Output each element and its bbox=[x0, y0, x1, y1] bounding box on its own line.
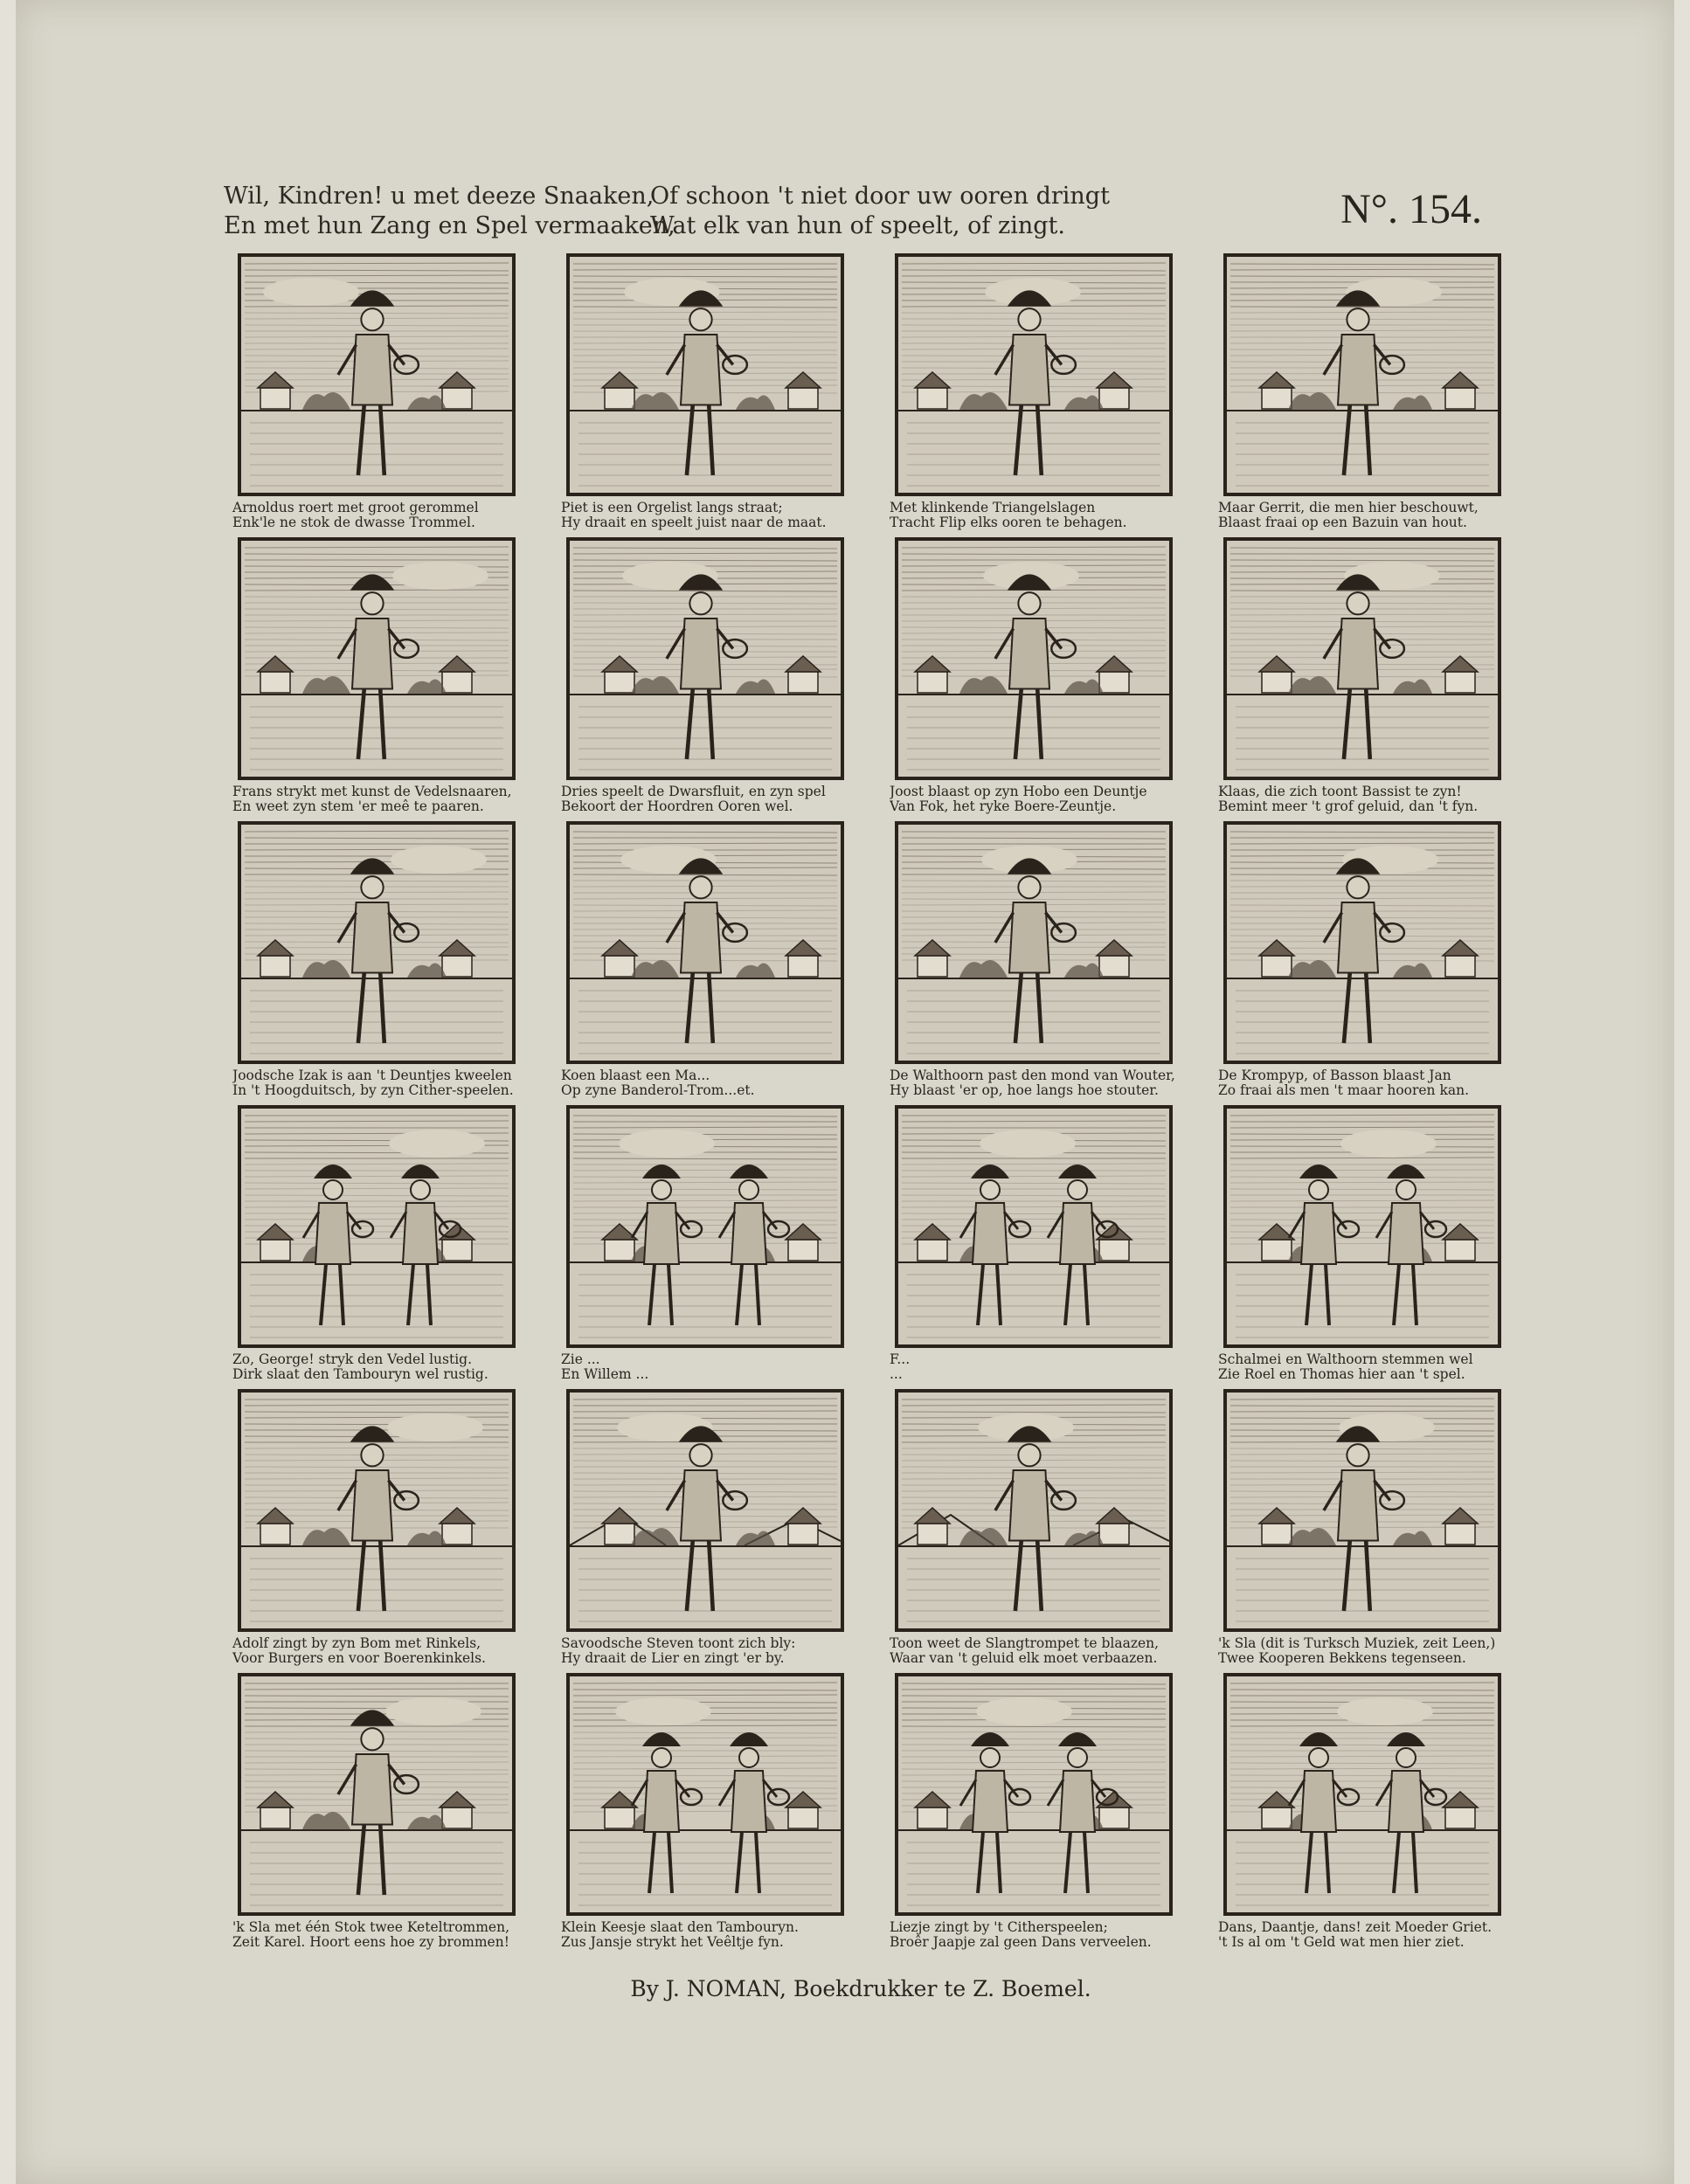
caption-line: Blaast fraai op een Bazuin van hout. bbox=[1218, 515, 1467, 530]
house bbox=[915, 372, 950, 409]
ground bbox=[898, 1262, 1169, 1337]
caption-line: Joodsche Izak is aan 't Deuntjes kweelen bbox=[232, 1068, 512, 1083]
woodcut-scene bbox=[241, 825, 512, 1061]
woodcut-illustration bbox=[238, 821, 516, 1064]
woodcut-illustration bbox=[238, 1673, 516, 1916]
ground bbox=[241, 695, 512, 770]
panel-caption bbox=[1218, 1920, 1524, 1950]
woodcut-scene bbox=[898, 1109, 1169, 1344]
caption-line: Klein Keesje slaat den Tambouryn. bbox=[561, 1920, 799, 1935]
woodcut-panel bbox=[232, 821, 538, 1098]
house bbox=[258, 372, 293, 409]
ground bbox=[570, 1830, 841, 1905]
caption-line: Zo, George! stryk den Vedel lustig. bbox=[232, 1352, 473, 1367]
woodcut-illustration bbox=[1223, 1673, 1501, 1916]
woodcut-scene bbox=[241, 1109, 512, 1344]
house bbox=[440, 940, 474, 977]
woodcut-panel bbox=[232, 253, 538, 530]
woodcut-illustration bbox=[566, 253, 844, 496]
woodcut-scene bbox=[570, 257, 841, 493]
caption-line: In 't Hoogduitsch, by zyn Cither-speelen. bbox=[232, 1083, 514, 1098]
woodcut-scene bbox=[898, 257, 1169, 493]
woodcut-illustration bbox=[238, 253, 516, 496]
ground bbox=[241, 411, 512, 486]
musician-figure bbox=[338, 1710, 419, 1895]
caption-line: Dans, Daantje, dans! zeit Moeder Griet. bbox=[1218, 1920, 1493, 1935]
musician-figure bbox=[1324, 290, 1404, 475]
panel-caption bbox=[561, 1068, 867, 1098]
house bbox=[602, 1508, 637, 1545]
house bbox=[440, 1508, 474, 1545]
woodcut-scene bbox=[1227, 1393, 1498, 1628]
house bbox=[440, 1224, 474, 1261]
panel-caption bbox=[890, 1352, 1195, 1382]
house bbox=[602, 1792, 637, 1828]
house bbox=[602, 1224, 637, 1261]
panel-caption bbox=[890, 1068, 1195, 1098]
panel-caption bbox=[890, 1920, 1195, 1950]
woodcut-illustration bbox=[1223, 1389, 1501, 1632]
house bbox=[440, 1792, 474, 1828]
panel-caption bbox=[890, 784, 1195, 814]
caption-line: ... bbox=[890, 1367, 903, 1382]
ground bbox=[1227, 1830, 1498, 1905]
sky-hatching bbox=[573, 1116, 837, 1244]
caption-line: Hy draait de Lier en zingt 'er by. bbox=[561, 1651, 785, 1666]
ground bbox=[241, 1830, 512, 1905]
woodcut-illustration bbox=[1223, 253, 1501, 496]
caption-line: Joost blaast op zyn Hobo een Deuntje bbox=[890, 784, 1147, 799]
sheet-header bbox=[224, 182, 1482, 243]
caption-line: Piet is een Orgelist langs straat; bbox=[561, 501, 783, 515]
house bbox=[915, 1508, 950, 1545]
house bbox=[1443, 372, 1478, 409]
panel-caption bbox=[561, 1920, 867, 1950]
panel-caption bbox=[232, 1920, 538, 1950]
musician-figure bbox=[667, 290, 747, 475]
house bbox=[258, 940, 293, 977]
woodcut-panel bbox=[561, 821, 867, 1098]
musician-figure bbox=[632, 1165, 702, 1325]
musician-figure bbox=[338, 858, 419, 1043]
caption-line: Toon weet de Slangtrompet te blaazen, bbox=[890, 1636, 1160, 1651]
caption-line: Zeit Karel. Hoort eens hoe zy brommen! bbox=[232, 1935, 509, 1950]
woodcut-panel bbox=[561, 253, 867, 530]
caption-line: 't Is al om 't Geld wat men hier ziet. bbox=[1218, 1935, 1465, 1950]
cloud bbox=[385, 1697, 481, 1725]
woodcut-scene bbox=[570, 1676, 841, 1912]
house bbox=[1259, 1792, 1294, 1828]
house bbox=[258, 656, 293, 693]
woodcut-illustration bbox=[566, 1105, 844, 1348]
cloud bbox=[1340, 1130, 1437, 1158]
woodcut-panel bbox=[232, 1105, 538, 1382]
woodcut-panel bbox=[1218, 821, 1524, 1098]
caption-line: En weet zyn stem 'er meê te paaren. bbox=[232, 799, 484, 814]
plate-number: N°. 154. bbox=[1340, 186, 1482, 232]
caption-line: Maar Gerrit, die men hier beschouwt, bbox=[1218, 501, 1479, 515]
caption-line: Waar van 't geluid elk moet verbaazen. bbox=[890, 1651, 1158, 1666]
panel-caption bbox=[1218, 784, 1524, 814]
ground bbox=[1227, 1546, 1498, 1621]
house bbox=[786, 1792, 821, 1828]
caption-line: Van Fok, het ryke Boere-Zeuntje. bbox=[890, 799, 1117, 814]
musician-figure bbox=[995, 1426, 1076, 1611]
panel-caption bbox=[232, 784, 538, 814]
panel-caption bbox=[890, 1636, 1195, 1666]
cloud bbox=[976, 1697, 1072, 1725]
woodcut-scene bbox=[570, 1109, 841, 1344]
woodcut-scene bbox=[241, 1393, 512, 1628]
woodcut-panel bbox=[1218, 1105, 1524, 1382]
caption-line: De Walthoorn past den mond van Wouter, bbox=[890, 1068, 1175, 1083]
woodcut-scene bbox=[241, 1676, 512, 1912]
ground bbox=[570, 411, 841, 486]
woodcut-illustration bbox=[895, 1105, 1173, 1348]
ground bbox=[1227, 695, 1498, 770]
ground bbox=[898, 411, 1169, 486]
cloud bbox=[392, 562, 488, 590]
woodcut-panel bbox=[561, 537, 867, 814]
cloud bbox=[619, 1130, 715, 1158]
ground bbox=[570, 1262, 841, 1337]
caption-line: Broêr Jaapje zal geen Dans verveelen. bbox=[890, 1935, 1152, 1950]
cloud bbox=[387, 1413, 483, 1441]
house bbox=[258, 1792, 293, 1828]
caption-line: Arnoldus roert met groot gerommel bbox=[232, 501, 479, 515]
woodcut-illustration bbox=[895, 253, 1173, 496]
woodcut-scene bbox=[1227, 1109, 1498, 1344]
woodcut-scene bbox=[1227, 825, 1498, 1061]
caption-line: Adolf zingt by zyn Bom met Rinkels, bbox=[232, 1636, 481, 1651]
panel-caption bbox=[1218, 501, 1524, 530]
panel-caption bbox=[232, 501, 538, 530]
panel-caption bbox=[561, 501, 867, 530]
musician-figure bbox=[1289, 1165, 1359, 1325]
ground bbox=[570, 978, 841, 1054]
caption-line: 'k Sla (dit is Turksch Muziek, zeit Leen,) bbox=[1218, 1636, 1496, 1651]
ground bbox=[241, 1546, 512, 1621]
caption-line: Tracht Flip elks ooren te behagen. bbox=[890, 515, 1127, 530]
caption-line: De Krompyp, of Basson blaast Jan bbox=[1218, 1068, 1451, 1083]
house bbox=[1443, 1508, 1478, 1545]
cloud bbox=[615, 1697, 711, 1725]
woodcut-scene bbox=[1227, 257, 1498, 493]
woodcut-illustration bbox=[238, 1105, 516, 1348]
caption-line: Op zyne Banderol-Trom...et. bbox=[561, 1083, 755, 1098]
woodcut-illustration bbox=[566, 1389, 844, 1632]
house bbox=[440, 656, 474, 693]
house bbox=[786, 372, 821, 409]
woodcut-illustration bbox=[566, 821, 844, 1064]
woodcut-illustration bbox=[1223, 821, 1501, 1064]
ground bbox=[1227, 978, 1498, 1054]
woodcut-scene bbox=[1227, 1676, 1498, 1912]
woodcut-panel bbox=[1218, 253, 1524, 530]
house bbox=[915, 940, 950, 977]
woodcut-panel bbox=[890, 821, 1195, 1098]
house bbox=[786, 656, 821, 693]
woodcut-illustration bbox=[238, 537, 516, 780]
woodcut-scene bbox=[570, 541, 841, 777]
woodcut-scene bbox=[570, 825, 841, 1061]
ground bbox=[898, 695, 1169, 770]
panel-caption bbox=[1218, 1068, 1524, 1098]
ground bbox=[898, 1830, 1169, 1905]
caption-line: Zie Roel en Thomas hier aan 't spel. bbox=[1218, 1367, 1465, 1382]
panel-caption bbox=[1218, 1636, 1524, 1666]
woodcut-scene bbox=[570, 1393, 841, 1628]
caption-line: Enk'le ne stok de dwasse Trommel. bbox=[232, 515, 475, 530]
woodcut-scene bbox=[1227, 541, 1498, 777]
house bbox=[915, 1224, 950, 1261]
house bbox=[1097, 940, 1132, 977]
house bbox=[1443, 656, 1478, 693]
musician-figure bbox=[995, 858, 1076, 1043]
cloud bbox=[263, 278, 359, 306]
woodcut-panel bbox=[232, 1389, 538, 1666]
header-verse-line: En met hun Zang en Spel vermaaken, bbox=[224, 212, 675, 239]
panel-caption bbox=[561, 784, 867, 814]
caption-line: Voor Burgers en voor Boerenkinkels. bbox=[232, 1651, 486, 1666]
woodcut-grid bbox=[232, 253, 1517, 1948]
house bbox=[1259, 1508, 1294, 1545]
caption-line: F... bbox=[890, 1352, 911, 1367]
panel-caption bbox=[561, 1636, 867, 1666]
woodcut-panel bbox=[561, 1673, 867, 1950]
woodcut-scene bbox=[898, 541, 1169, 777]
caption-line: Bekoort der Hoordren Ooren wel. bbox=[561, 799, 793, 814]
musician-figure bbox=[338, 1426, 419, 1611]
house bbox=[602, 940, 637, 977]
woodcut-panel bbox=[1218, 1673, 1524, 1950]
caption-line: Met klinkende Triangelslagen bbox=[890, 501, 1096, 515]
woodcut-panel bbox=[232, 1673, 538, 1950]
woodcut-illustration bbox=[1223, 1105, 1501, 1348]
woodcut-illustration bbox=[238, 1389, 516, 1632]
woodcut-scene bbox=[898, 1393, 1169, 1628]
panel-caption bbox=[232, 1636, 538, 1666]
caption-line: Zus Jansje strykt het Veêltje fyn. bbox=[561, 1935, 784, 1950]
cloud bbox=[389, 1130, 485, 1158]
woodcut-illustration bbox=[895, 1673, 1173, 1916]
house bbox=[1259, 372, 1294, 409]
panel-caption bbox=[232, 1068, 538, 1098]
caption-line: Bemint meer 't grof geluid, dan 't fyn. bbox=[1218, 799, 1479, 814]
caption-line: Twee Kooperen Bekkens tegenseen. bbox=[1218, 1651, 1466, 1666]
printer-imprint: By J. NOMAN, Boekdrukker te Z. Boemel. bbox=[630, 1976, 1091, 2001]
house bbox=[915, 656, 950, 693]
woodcut-illustration bbox=[895, 821, 1173, 1064]
caption-line: 'k Sla met één Stok twee Keteltrommen, bbox=[232, 1920, 510, 1935]
house bbox=[1097, 1224, 1132, 1261]
musician-figure bbox=[995, 290, 1076, 475]
musician-figure bbox=[995, 574, 1076, 759]
caption-line: Hy draait en speelt juist naar de maat. bbox=[561, 515, 827, 530]
house bbox=[1443, 1792, 1478, 1828]
caption-line: Zie ... bbox=[561, 1352, 600, 1367]
ground bbox=[570, 1546, 841, 1621]
panel-caption bbox=[1218, 1352, 1524, 1382]
house bbox=[1259, 940, 1294, 977]
ground bbox=[898, 978, 1169, 1054]
cloud bbox=[391, 846, 487, 874]
house bbox=[1097, 656, 1132, 693]
musician-figure bbox=[719, 1165, 789, 1325]
house bbox=[602, 656, 637, 693]
house bbox=[602, 372, 637, 409]
woodcut-panel bbox=[1218, 1389, 1524, 1666]
woodcut-scene bbox=[898, 1676, 1169, 1912]
house bbox=[1259, 1224, 1294, 1261]
woodcut-panel bbox=[890, 253, 1195, 530]
caption-line: Koen blaast een Ma... bbox=[561, 1068, 710, 1083]
house bbox=[1443, 1224, 1478, 1261]
caption-line: Liezje zingt by 't Citherspeelen; bbox=[890, 1920, 1108, 1935]
house bbox=[258, 1224, 293, 1261]
header-verse-line: Wat elk van hun of speelt, of zingt. bbox=[650, 212, 1065, 239]
woodcut-panel bbox=[890, 1389, 1195, 1666]
caption-line: Hy blaast 'er op, hoe langs hoe stouter. bbox=[890, 1083, 1159, 1098]
musician-figure bbox=[667, 574, 747, 759]
cloud bbox=[1337, 1697, 1433, 1725]
header-verse-line: Wil, Kindren! u met deeze Snaaken, bbox=[224, 183, 655, 210]
panel-caption bbox=[232, 1352, 538, 1382]
header-verse-right bbox=[650, 182, 1110, 241]
ground bbox=[1227, 411, 1498, 486]
musician-figure bbox=[338, 574, 419, 759]
woodcut-panel bbox=[890, 1673, 1195, 1950]
header-verse-left bbox=[224, 182, 675, 241]
woodcut-illustration bbox=[895, 537, 1173, 780]
house bbox=[258, 1508, 293, 1545]
woodcut-illustration bbox=[566, 1673, 844, 1916]
ground bbox=[898, 1546, 1169, 1621]
ground bbox=[570, 695, 841, 770]
woodcut-illustration bbox=[566, 537, 844, 780]
house bbox=[915, 1792, 950, 1828]
house bbox=[1443, 940, 1478, 977]
woodcut-illustration bbox=[1223, 537, 1501, 780]
sky-hatching bbox=[573, 1683, 837, 1812]
house bbox=[440, 372, 474, 409]
caption-line: Frans strykt met kunst de Vedelsnaaren, bbox=[232, 784, 512, 799]
house bbox=[1097, 1508, 1132, 1545]
house bbox=[1097, 372, 1132, 409]
house bbox=[786, 1224, 821, 1261]
woodcut-panel bbox=[561, 1389, 867, 1666]
woodcut-scene bbox=[241, 541, 512, 777]
cloud bbox=[980, 1130, 1076, 1158]
ground bbox=[241, 978, 512, 1054]
woodcut-panel bbox=[1218, 537, 1524, 814]
woodcut-illustration bbox=[895, 1389, 1173, 1632]
caption-line: Dries speelt de Dwarsfluit, en zyn spel bbox=[561, 784, 826, 799]
musician-figure bbox=[1376, 1165, 1446, 1325]
woodcut-panel bbox=[890, 537, 1195, 814]
caption-line: Schalmei en Walthoorn stemmen wel bbox=[1218, 1352, 1473, 1367]
header-verse-line: Of schoon 't niet door uw ooren dringt bbox=[650, 183, 1110, 210]
house bbox=[786, 1508, 821, 1545]
caption-line: Dirk slaat den Tambouryn wel rustig. bbox=[232, 1367, 488, 1382]
caption-line: En Willem ... bbox=[561, 1367, 649, 1382]
broadsheet-paper bbox=[16, 0, 1674, 2184]
woodcut-scene bbox=[898, 825, 1169, 1061]
house bbox=[1259, 656, 1294, 693]
woodcut-panel bbox=[561, 1105, 867, 1382]
woodcut-scene bbox=[241, 257, 512, 493]
ground bbox=[241, 1262, 512, 1337]
house bbox=[1097, 1792, 1132, 1828]
musician-figure bbox=[1324, 574, 1404, 759]
caption-line: Zo fraai als men 't maar hooren kan. bbox=[1218, 1083, 1470, 1098]
panel-caption bbox=[561, 1352, 867, 1382]
panel-caption bbox=[890, 501, 1195, 530]
woodcut-panel bbox=[890, 1105, 1195, 1382]
house bbox=[786, 940, 821, 977]
caption-line: Savoodsche Steven toont zich bly: bbox=[561, 1636, 796, 1651]
caption-line: Klaas, die zich toont Bassist te zyn! bbox=[1218, 784, 1462, 799]
woodcut-panel bbox=[232, 537, 538, 814]
ground bbox=[1227, 1262, 1498, 1337]
